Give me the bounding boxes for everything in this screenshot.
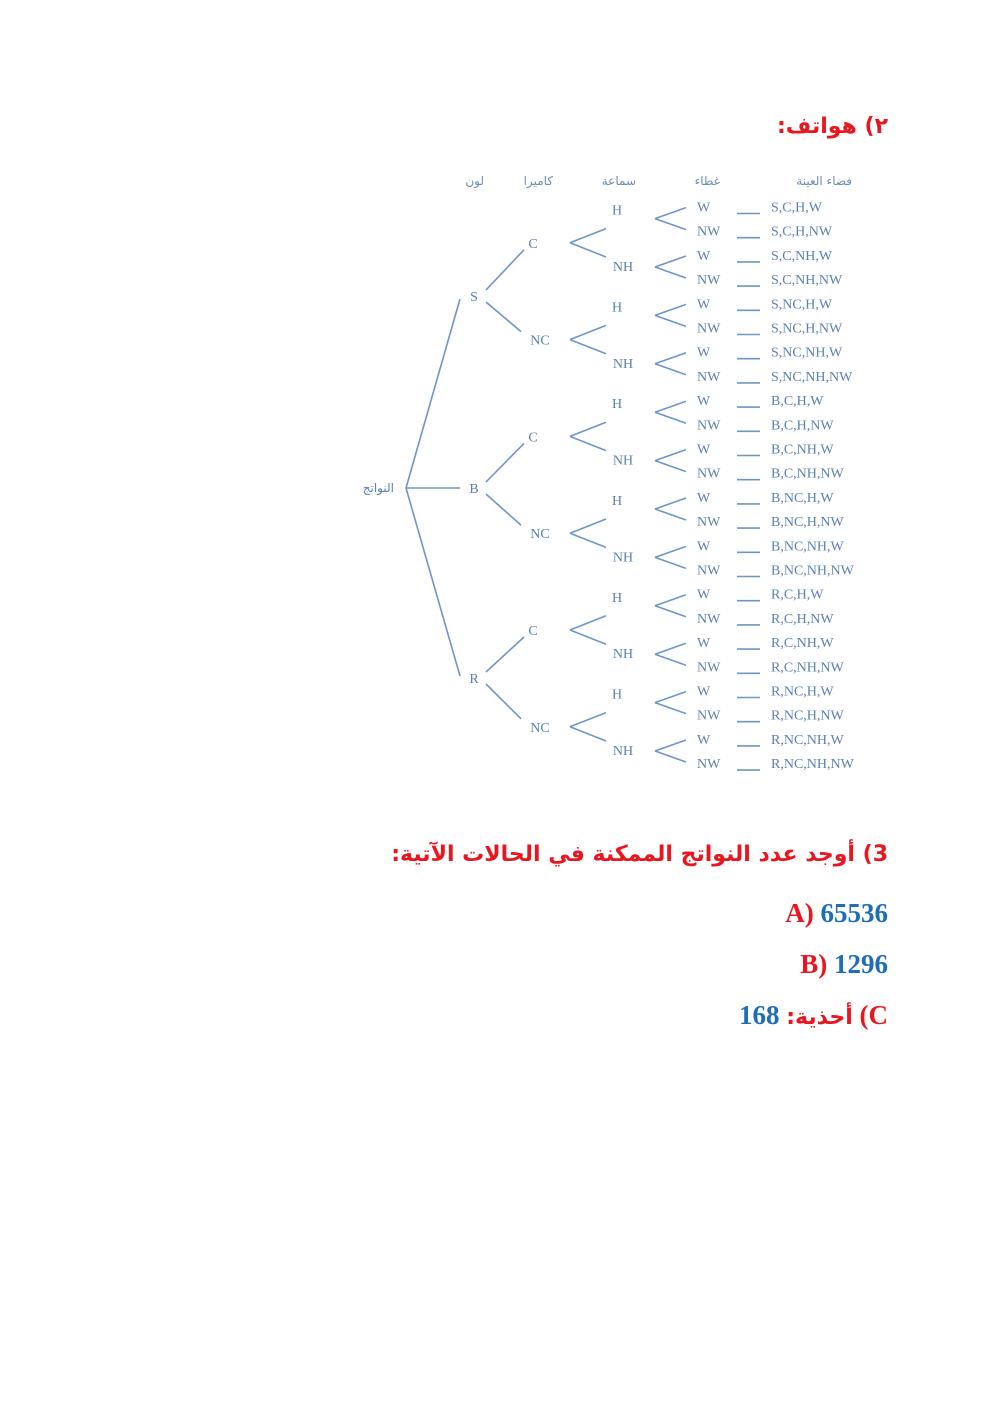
branch-B-NC-NH-W: [655, 546, 686, 557]
branch-R-NC-H-W: [655, 692, 686, 703]
header-sample-space: فضاء العينة: [796, 174, 852, 188]
cover-node-15: NW: [697, 563, 721, 579]
speaker-node-B-NC-H: H: [611, 494, 623, 509]
outcome-2: S,C,NH,W: [771, 248, 833, 264]
branch-B-C: [486, 443, 524, 482]
speaker-node-S-NC-NH: NH: [612, 356, 634, 372]
outcome-21: R,NC,H,NW: [771, 708, 844, 724]
answer-c-word: أحذية:: [786, 1005, 853, 1030]
cover-node-12: W: [697, 490, 711, 506]
branch-S-NC: [486, 302, 521, 332]
outcome-11: B,C,NH,NW: [771, 466, 844, 482]
branch-R-C-NH-NW: [655, 654, 686, 665]
branch-S-NC-H-NW: [655, 315, 686, 326]
outcome-23: R,NC,NH,NW: [771, 757, 854, 773]
color-node-B: B: [469, 482, 479, 497]
branch-R-NC-NH-W: [655, 740, 686, 751]
cover-node-8: W: [697, 394, 711, 410]
outcome-12: B,NC,H,W: [771, 490, 834, 506]
branch-R-C-H-W: [655, 595, 686, 606]
branch-S-NC-NH-W: [655, 353, 686, 364]
outcome-8: B,C,H,W: [771, 394, 824, 410]
cover-node-6: W: [697, 345, 711, 361]
cover-node-13: NW: [697, 515, 721, 531]
cover-node-17: NW: [697, 611, 721, 627]
branch-B-NC-NH: [570, 533, 606, 547]
branch-B-C-NH-NW: [655, 461, 686, 472]
cover-node-19: NW: [697, 660, 721, 676]
branch-R-NC: [486, 684, 521, 719]
answer-b: [800, 949, 888, 980]
header-camera: كاميرا: [523, 174, 553, 188]
section-title: ٢) هواتف:: [777, 114, 888, 139]
answer-a-value: 65536: [820, 898, 888, 928]
speaker-node-B-C-H: H: [611, 397, 623, 413]
cover-node-4: W: [697, 297, 711, 313]
branch-S-C-NH-NW: [655, 267, 686, 278]
branch-B-C-NH: [570, 436, 606, 450]
answer-a-label: A): [785, 898, 814, 928]
outcome-17: R,C,H,NW: [771, 611, 834, 627]
branch-R-C-NH-W: [655, 643, 686, 654]
cover-node-16: W: [697, 587, 711, 603]
branch-B-C-H-NW: [655, 412, 686, 423]
root-label: النواتج: [362, 481, 394, 495]
branch-S-NC-NH: [570, 340, 606, 354]
outcome-7: S,NC,NH,NW: [771, 369, 853, 385]
branch-B-C-H-W: [655, 401, 686, 412]
cover-node-3: NW: [697, 273, 721, 289]
branch-R-NC-NH-NW: [655, 751, 686, 762]
outcome-6: S,NC,NH,W: [771, 345, 843, 361]
speaker-node-S-C-H: H: [611, 203, 623, 219]
branch-root-S: [406, 299, 460, 488]
outcome-4: S,NC,H,W: [771, 297, 833, 313]
cover-node-20: W: [697, 684, 711, 700]
speaker-node-R-NC-H: H: [611, 687, 623, 703]
branch-B-C-NH-W: [655, 450, 686, 461]
outcome-10: B,C,NH,W: [771, 442, 834, 458]
answer-b-value: 1296: [834, 949, 888, 979]
branch-R-C: [486, 637, 524, 672]
camera-node-R-C: C: [528, 624, 538, 639]
branch-R-C-NH: [570, 630, 606, 644]
speaker-node-R-C-NH: NH: [612, 647, 634, 663]
cover-node-23: NW: [697, 757, 721, 773]
branch-R-C-H-NW: [655, 606, 686, 617]
branch-S-C: [486, 250, 524, 290]
cover-node-5: NW: [697, 321, 721, 337]
branch-R-NC-H-NW: [655, 703, 686, 714]
header-speaker: سماعة: [601, 174, 636, 188]
branch-B-NC: [486, 494, 521, 525]
header-cover: غطاء: [694, 174, 720, 188]
branch-S-C-NH-W: [655, 256, 686, 267]
outcome-5: S,NC,H,NW: [771, 321, 843, 337]
outcome-20: R,NC,H,W: [771, 684, 834, 700]
branch-B-NC-H-NW: [655, 509, 686, 520]
outcome-13: B,NC,H,NW: [771, 515, 844, 531]
cover-node-2: W: [697, 248, 711, 264]
outcome-15: B,NC,NH,NW: [771, 563, 854, 579]
outcome-16: R,C,H,W: [771, 587, 824, 603]
cover-node-11: NW: [697, 466, 721, 482]
outcome-19: R,C,NH,NW: [771, 660, 844, 676]
color-node-R: R: [469, 672, 479, 687]
speaker-node-S-NC-H: H: [611, 300, 623, 316]
speaker-node-R-C-H: H: [611, 590, 623, 606]
branch-S-C-NH: [570, 243, 606, 257]
speaker-node-B-C-NH: NH: [612, 453, 634, 469]
cover-node-10: W: [697, 442, 711, 458]
answer-c: [739, 1000, 888, 1031]
camera-node-S-NC: NC: [530, 333, 550, 349]
branch-B-NC-H-W: [655, 498, 686, 509]
branch-S-C-H-NW: [655, 219, 686, 230]
answer-a: [785, 898, 888, 929]
branch-root-R: [406, 488, 460, 676]
camera-node-S-C: C: [528, 236, 538, 252]
cover-node-22: W: [697, 732, 711, 748]
cover-node-14: W: [697, 539, 711, 555]
cover-node-7: NW: [697, 369, 721, 385]
speaker-node-S-C-NH: NH: [612, 260, 634, 275]
branch-B-C-H: [570, 422, 606, 436]
branch-R-NC-H: [570, 713, 606, 727]
answer-b-label: B): [800, 949, 828, 979]
outcome-22: R,NC,NH,W: [771, 732, 844, 748]
branch-S-C-H: [570, 229, 606, 243]
cover-node-1: NW: [697, 224, 721, 240]
camera-node-R-NC: NC: [530, 720, 550, 736]
cover-node-9: NW: [697, 418, 721, 434]
camera-node-B-NC: NC: [530, 527, 550, 543]
outcome-14: B,NC,NH,W: [771, 539, 844, 555]
header-color: لون: [465, 174, 484, 188]
branch-S-NC-NH-NW: [655, 364, 686, 375]
branch-B-NC-NH-NW: [655, 557, 686, 568]
outcome-3: S,C,NH,NW: [771, 273, 843, 289]
camera-node-B-C: C: [528, 430, 538, 446]
outcome-1: S,C,H,NW: [771, 224, 833, 240]
branch-S-NC-H-W: [655, 304, 686, 315]
question-heading: 3) أوجد عدد النواتج الممكنة في الحالات الآتية:: [391, 842, 888, 867]
outcome-9: B,C,H,NW: [771, 418, 834, 434]
cover-node-18: W: [697, 636, 711, 652]
speaker-node-R-NC-NH: NH: [612, 744, 634, 759]
branch-B-NC-H: [570, 519, 606, 533]
outcome-0: S,C,H,W: [771, 200, 822, 216]
branch-R-NC-NH: [570, 727, 606, 741]
cover-node-0: W: [697, 200, 711, 216]
outcome-18: R,C,NH,W: [771, 636, 834, 652]
branch-S-C-H-W: [655, 208, 686, 219]
speaker-node-B-NC-NH: NH: [612, 550, 634, 566]
branch-S-NC-H: [570, 325, 606, 339]
branch-R-C-H: [570, 616, 606, 630]
answer-c-value: 168: [738, 1000, 780, 1030]
cover-node-21: NW: [697, 708, 721, 724]
answer-c-label: C): [859, 1000, 888, 1030]
color-node-S: S: [470, 290, 478, 305]
